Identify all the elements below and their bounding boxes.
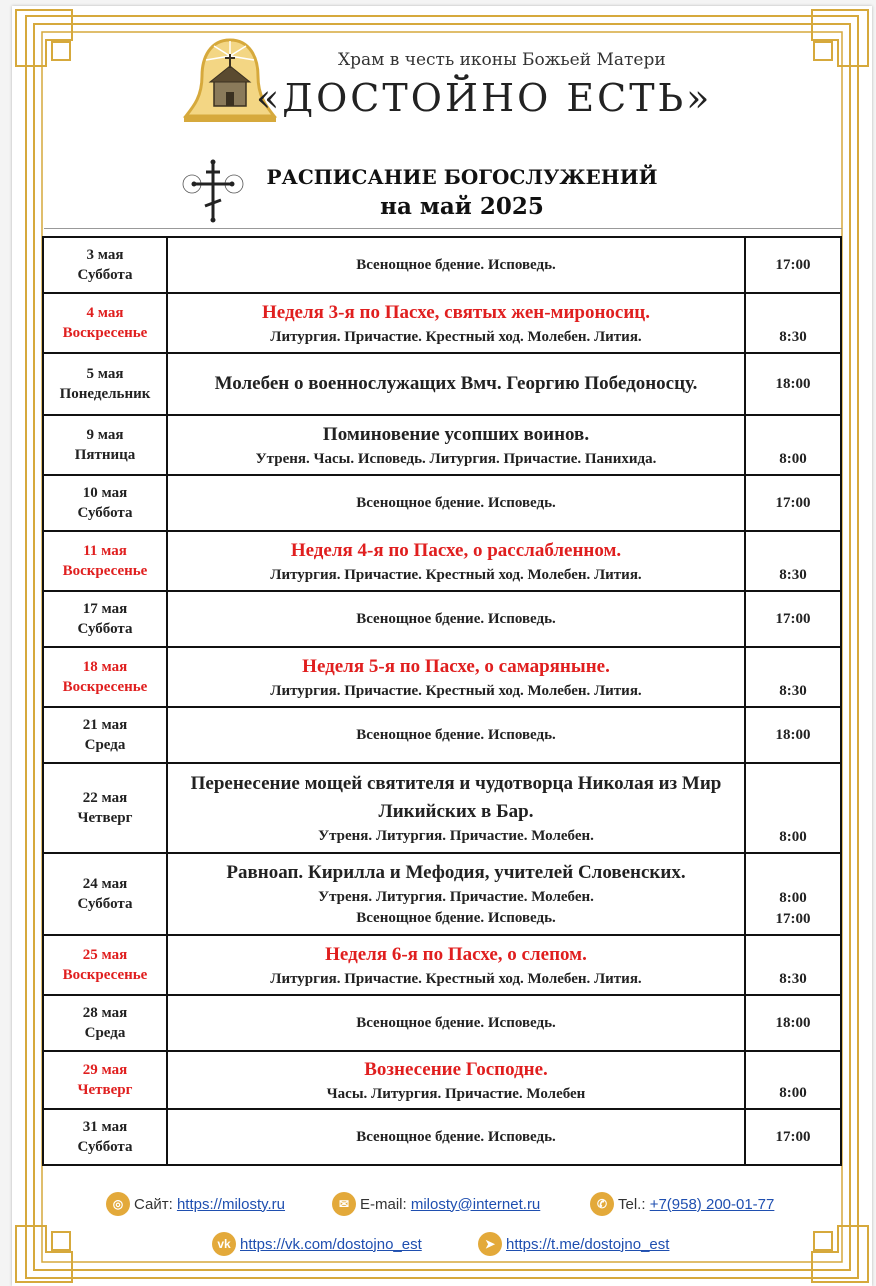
event-services: Всенощное бдение. Исповедь. — [356, 494, 556, 511]
event-cell — [167, 647, 745, 707]
event-heading: Поминовение усопших воинов. — [322, 423, 590, 445]
service-time: 17:00 — [775, 1128, 811, 1145]
event-services: Часы. Литургия. Причастие. Молебен — [326, 1085, 586, 1102]
date: 18 мая — [82, 659, 128, 675]
date-cell — [43, 293, 167, 353]
schedule-row — [43, 591, 841, 647]
date-cell — [43, 853, 167, 935]
event-services: Всенощное бдение. Исповедь. — [356, 1014, 556, 1031]
event-cell — [167, 591, 745, 647]
date: 24 мая — [82, 876, 128, 892]
schedule-row — [43, 995, 841, 1051]
date: 17 мая — [82, 601, 128, 617]
time-cell — [745, 1051, 841, 1109]
weekday: Суббота — [77, 621, 133, 637]
schedule-row — [43, 1109, 841, 1165]
date-cell — [43, 353, 167, 415]
event-cell — [167, 935, 745, 995]
weekday: Воскресенье — [62, 325, 148, 341]
date: 4 мая — [86, 305, 124, 321]
service-time: 8:30 — [779, 683, 807, 699]
telegram-contact — [478, 1232, 669, 1256]
event-heading: Неделя 4-я по Пасхе, о расслабленном. — [290, 539, 622, 561]
church-subtitle: Храм в честь иконы Божьей Матери — [338, 50, 666, 70]
date: 25 мая — [82, 947, 128, 963]
weekday: Воскресенье — [62, 563, 148, 579]
telegram-link[interactable]: https://t.me/dostojno_est — [506, 1235, 670, 1253]
date: 22 мая — [82, 790, 128, 806]
event-cell — [167, 1109, 745, 1165]
service-time: 18:00 — [775, 375, 811, 392]
event-services: Всенощное бдение. Исповедь. — [356, 610, 556, 627]
weekday: Четверг — [77, 810, 133, 826]
event-heading: Неделя 5-я по Пасхе, о самаряныне. — [302, 655, 610, 677]
event-services: Утреня. Литургия. Причастие. Молебен. — [318, 827, 594, 844]
vk-icon: vk — [212, 1232, 236, 1256]
date: 5 мая — [86, 366, 124, 382]
date: 31 мая — [82, 1119, 128, 1135]
date: 9 мая — [86, 427, 124, 443]
service-time: 18:00 — [775, 1014, 811, 1031]
service-time: 8:00 — [779, 829, 807, 845]
event-cell — [167, 531, 745, 591]
event-cell — [167, 763, 745, 853]
event-cell — [167, 415, 745, 475]
time-cell — [745, 707, 841, 763]
weekday: Среда — [84, 737, 126, 753]
date-cell — [43, 237, 167, 293]
service-time: 8:00 — [779, 451, 807, 467]
weekday: Четверг — [77, 1082, 133, 1098]
date: 29 мая — [82, 1062, 128, 1078]
service-time: 8:00 — [779, 890, 807, 906]
date-cell — [43, 763, 167, 853]
service-time: 17:00 — [775, 610, 811, 627]
date-cell — [43, 935, 167, 995]
vk-link[interactable]: https://vk.com/dostojno_est — [240, 1235, 422, 1253]
time-cell — [745, 995, 841, 1051]
time-cell — [745, 647, 841, 707]
date-cell — [43, 1109, 167, 1165]
event-cell — [167, 707, 745, 763]
event-services: Литургия. Причастие. Крестный ход. Молебен. Лития. — [270, 970, 642, 987]
event-services: Всенощное бдение. Исповедь. — [356, 910, 556, 926]
service-time: 17:00 — [775, 256, 811, 273]
schedule-row — [43, 353, 841, 415]
event-services: Утреня. Литургия. Причастие. Молебен. — [318, 889, 594, 905]
globe-icon: ◎ — [106, 1192, 130, 1216]
schedule-row — [43, 237, 841, 293]
service-time: 8:00 — [779, 1085, 807, 1101]
weekday: Суббота — [77, 267, 133, 283]
date-cell — [43, 707, 167, 763]
schedule-row — [43, 1051, 841, 1109]
time-cell — [745, 1109, 841, 1165]
event-services: Литургия. Причастие. Крестный ход. Молебен. Лития. — [270, 328, 642, 345]
service-time: 8:30 — [779, 971, 807, 987]
event-cell — [167, 475, 745, 531]
service-time: 18:00 — [775, 726, 811, 743]
event-cell — [167, 293, 745, 353]
service-time: 8:30 — [779, 567, 807, 583]
schedule-row — [43, 475, 841, 531]
schedule-row — [43, 707, 841, 763]
weekday: Суббота — [77, 1139, 133, 1155]
date: 11 мая — [83, 543, 127, 559]
event-services: Литургия. Причастие. Крестный ход. Молебен. Лития. — [270, 566, 642, 583]
event-cell — [167, 853, 745, 935]
service-time: 17:00 — [775, 911, 811, 927]
date-cell — [43, 591, 167, 647]
event-heading: Неделя 6-я по Пасхе, о слепом. — [325, 943, 587, 965]
event-services: Всенощное бдение. Исповедь. — [356, 726, 556, 743]
schedule-row — [43, 647, 841, 707]
weekday: Суббота — [77, 896, 133, 912]
schedule-row — [43, 293, 841, 353]
phone-link[interactable]: +7(958) 200-01-77 — [649, 1195, 775, 1213]
event-services: Литургия. Причастие. Крестный ход. Молебен. Лития. — [270, 682, 642, 699]
service-time: 8:30 — [779, 329, 807, 345]
event-services: Утреня. Часы. Исповедь. Литургия. Причастие. Панихида. — [255, 450, 657, 467]
date: 28 мая — [82, 1005, 128, 1021]
phone-contact: ✆ Tel.: +7(958) 200-01-77 — [590, 1192, 774, 1216]
date-cell — [43, 647, 167, 707]
event-cell — [167, 237, 745, 293]
time-cell — [745, 763, 841, 853]
weekday: Пятница — [74, 447, 136, 463]
event-cell — [167, 353, 745, 415]
schedule-row — [43, 415, 841, 475]
event-cell — [167, 995, 745, 1051]
header — [12, 6, 872, 236]
time-cell — [745, 293, 841, 353]
vk-contact — [212, 1232, 422, 1256]
schedule-row — [43, 853, 841, 935]
time-cell — [745, 415, 841, 475]
site-contact: ◎ Сайт: https://milosty.ru — [106, 1192, 285, 1216]
event-heading: Равноап. Кирилла и Мефодия, учителей Словенских. — [226, 862, 686, 883]
event-heading: Молебен о военнослужащих Вмч. Георгию Победоносцу. — [214, 373, 698, 394]
event-heading: Перенесение мощей святителя и чудотворца Николая из Мир Ликийских в Бар. — [190, 772, 722, 822]
event-cell — [167, 1051, 745, 1109]
date: 3 мая — [86, 247, 124, 263]
time-cell — [745, 237, 841, 293]
time-cell — [745, 531, 841, 591]
footer — [12, 1184, 872, 1274]
orthodox-cross-icon — [180, 158, 246, 224]
event-services: Всенощное бдение. Исповедь. — [356, 256, 556, 273]
date-cell — [43, 475, 167, 531]
time-cell — [745, 591, 841, 647]
time-cell — [745, 853, 841, 935]
event-heading: Неделя 3-я по Пасхе, святых жен-мироносиц. — [261, 301, 651, 323]
site-link[interactable]: https://milosty.ru — [176, 1195, 286, 1213]
email-contact: ✉ E-mail: milosty@internet.ru — [332, 1192, 540, 1216]
weekday: Воскресенье — [62, 967, 148, 983]
weekday: Воскресенье — [62, 679, 148, 695]
date: 10 мая — [82, 485, 128, 501]
mail-icon: ✉ — [332, 1192, 356, 1216]
schedule-table — [42, 236, 842, 1166]
page — [12, 6, 872, 1286]
phone-icon: ✆ — [590, 1192, 614, 1216]
time-cell — [745, 475, 841, 531]
church-title: «ДОСТОЙНО ЕСТЬ» — [256, 76, 713, 120]
event-heading: Вознесение Господне. — [364, 1058, 548, 1080]
divider — [44, 228, 842, 229]
weekday: Среда — [84, 1025, 126, 1041]
schedule-row — [43, 531, 841, 591]
time-cell — [745, 935, 841, 995]
telegram-icon: ➤ — [478, 1232, 502, 1256]
schedule-row — [43, 763, 841, 853]
schedule-row — [43, 935, 841, 995]
weekday: Понедельник — [59, 386, 151, 402]
weekday: Суббота — [77, 505, 133, 521]
date-cell — [43, 415, 167, 475]
date-cell — [43, 1051, 167, 1109]
date-cell — [43, 995, 167, 1051]
email-link[interactable]: milosty@internet.ru — [410, 1195, 541, 1213]
event-services: Всенощное бдение. Исповедь. — [356, 1128, 556, 1145]
date-cell — [43, 531, 167, 591]
time-cell — [745, 353, 841, 415]
date: 21 мая — [82, 717, 128, 733]
service-time: 17:00 — [775, 494, 811, 511]
schedule-title: РАСПИСАНИЕ БОГОСЛУЖЕНИЙ на май 2025 — [266, 165, 658, 220]
